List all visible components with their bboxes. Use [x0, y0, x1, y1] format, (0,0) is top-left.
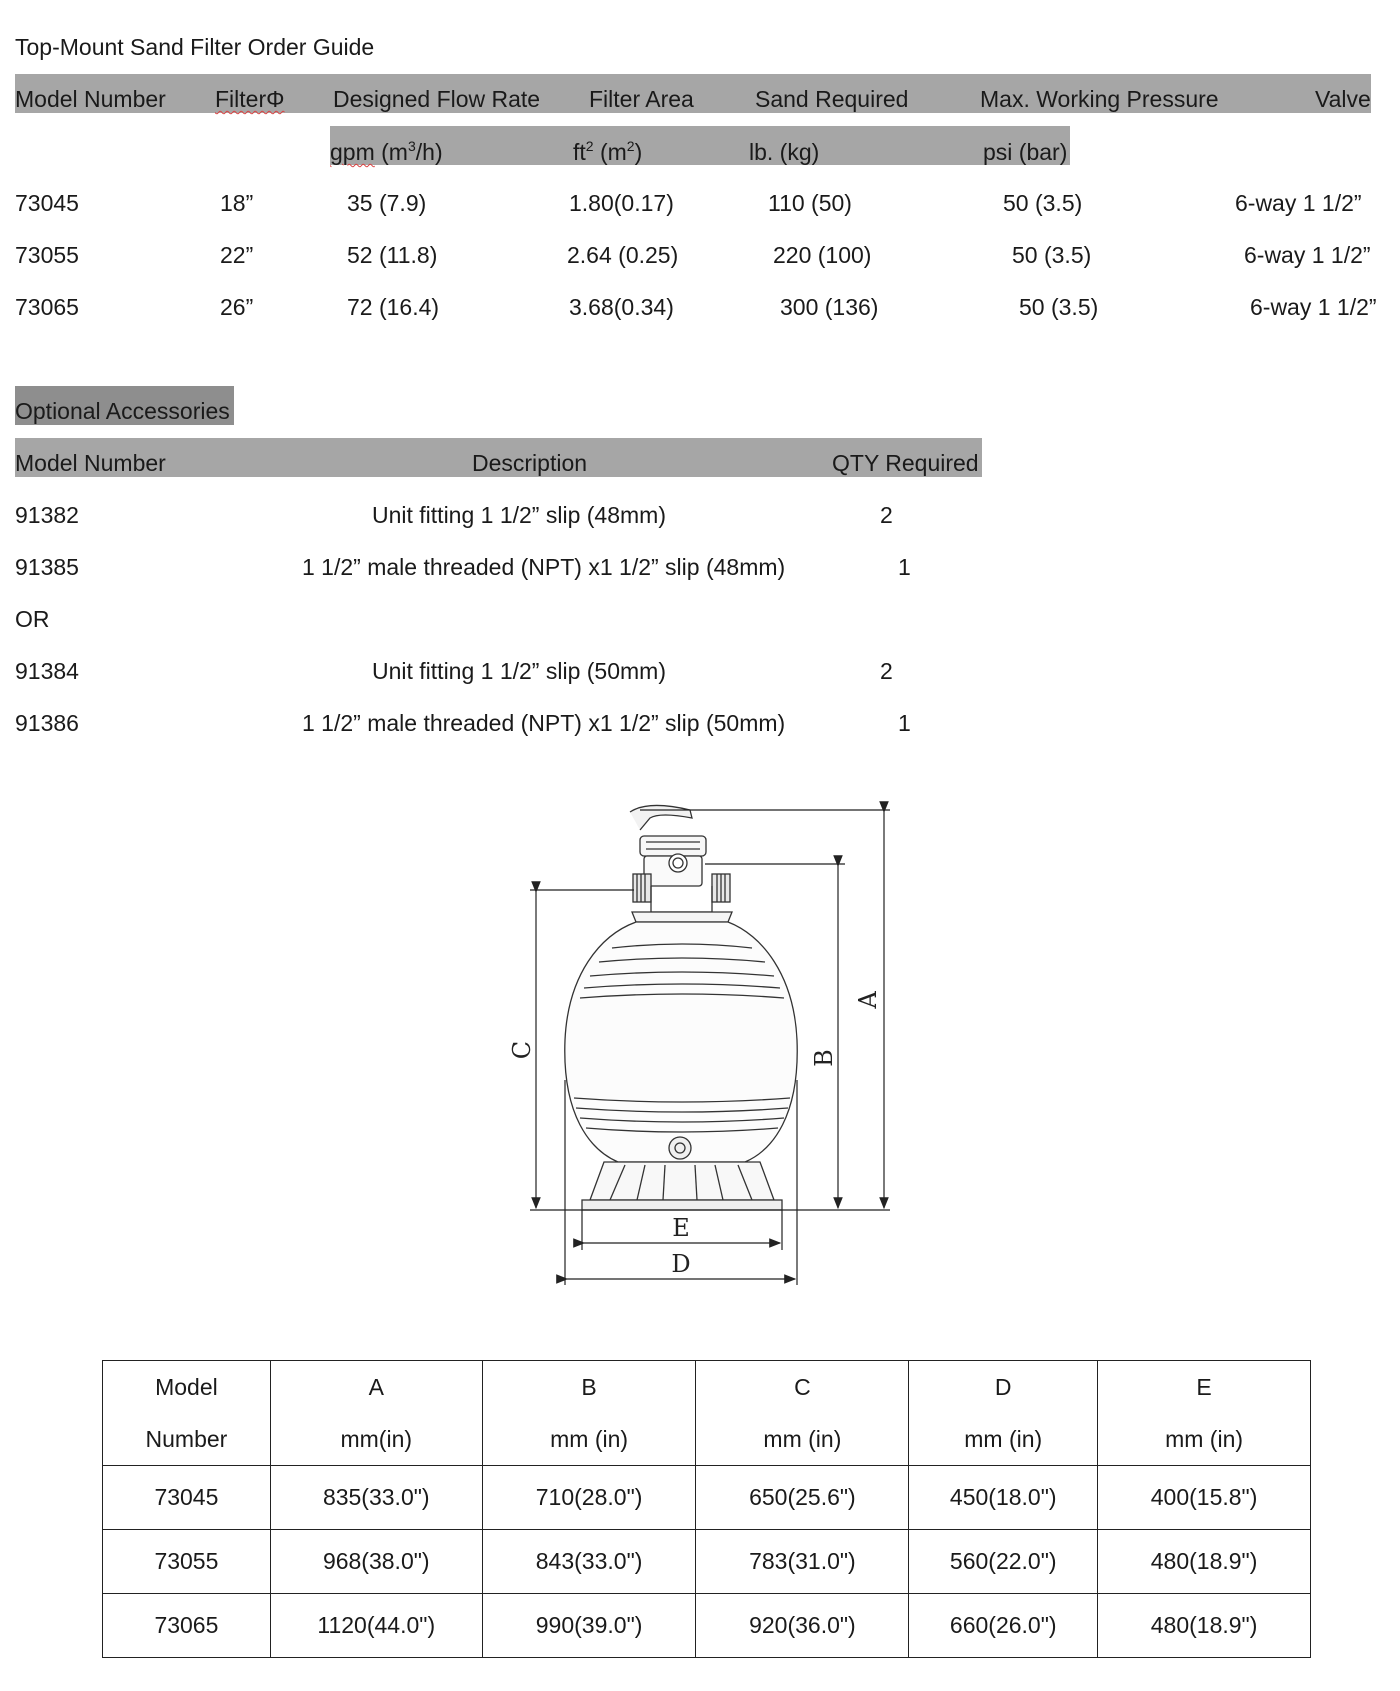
row-1-area: 1.80(0.17): [569, 190, 674, 216]
dim-header-top: Model: [155, 1374, 218, 1400]
unit-lb: lb. (kg): [749, 139, 820, 165]
table-cell: 480(18.9"): [1098, 1594, 1311, 1658]
acc-header-model: Model Number: [15, 450, 166, 476]
dim-header-bottom: mm (in): [964, 1426, 1043, 1452]
table-cell: 990(39.0"): [482, 1594, 696, 1658]
header-filter-phi: FilterΦ: [215, 86, 285, 112]
row-1-filter: 18”: [220, 190, 254, 216]
dim-header-top: A: [368, 1374, 384, 1400]
row-2-flow: 52 (11.8): [347, 242, 438, 268]
row-1-valve: 6-way 1 1/2”: [1235, 190, 1362, 216]
table-cell: 660(26.0"): [909, 1594, 1098, 1658]
row-1-flow: 35 (7.9): [347, 190, 427, 216]
dim-header-b: [482, 1361, 696, 1466]
dimensions-header-row: [103, 1361, 1311, 1466]
unit-gpm: gpm: [330, 139, 375, 165]
dim-header-top: E: [1196, 1374, 1212, 1400]
row-1-model: 73045: [15, 190, 79, 216]
accessories-title: Optional Accessories: [15, 398, 230, 424]
acc-row-4-model: 91384: [15, 658, 79, 684]
table-cell: 710(28.0"): [482, 1466, 696, 1530]
valve-handle: [630, 805, 692, 830]
acc-or-label: OR: [15, 606, 50, 632]
header-model-number: Model Number: [15, 86, 166, 112]
dim-label-a: A: [854, 991, 882, 1009]
header-valve: Valve: [1315, 86, 1371, 112]
dim-header-c: [696, 1361, 909, 1466]
acc-header-description: Description: [472, 450, 588, 476]
order-guide-title: Top-Mount Sand Filter Order Guide: [15, 34, 375, 60]
header-sand-required: Sand Required: [755, 86, 909, 112]
row-3-filter: 26”: [220, 294, 254, 320]
row-3-sand: 300 (136): [780, 294, 879, 320]
valve-head: [640, 836, 706, 856]
dim-label-b: B: [810, 1049, 838, 1067]
row-2-valve: 6-way 1 1/2”: [1244, 242, 1371, 268]
dim-header-top: D: [994, 1374, 1012, 1400]
header-flow-rate: Designed Flow Rate: [333, 86, 541, 112]
drain-plug: [669, 1137, 691, 1159]
row-2-filter: 22”: [220, 242, 254, 268]
row-1-sand: 110 (50): [768, 190, 852, 216]
sand-filter-diagram: [500, 795, 920, 1290]
table-row: [103, 1594, 1311, 1658]
dim-header-a: [270, 1361, 482, 1466]
dim-header-e: [1098, 1361, 1311, 1466]
table-cell: 650(25.6"): [696, 1466, 909, 1530]
row-2-sand: 220 (100): [773, 242, 872, 268]
unit-ft: ft: [573, 139, 586, 165]
unit-m: (m: [593, 139, 627, 165]
acc-row-4-description: Unit fitting 1 1/2” slip (50mm): [372, 658, 666, 684]
acc-row-2-model: 91385: [15, 554, 79, 580]
dim-header-bottom: mm (in): [1165, 1426, 1244, 1452]
unit-area: [573, 138, 643, 165]
unit-ft-squared: 2: [585, 138, 594, 154]
port-left: [633, 874, 651, 902]
acc-row-2-description: 1 1/2” male threaded (NPT) x1 1/2” slip (48mm): [302, 554, 786, 580]
table-cell: 560(22.0"): [909, 1530, 1098, 1594]
table-row: [103, 1530, 1311, 1594]
row-2-model: 73055: [15, 242, 79, 268]
unit-per-hour: /h): [415, 139, 443, 165]
unit-flow: [330, 138, 443, 165]
acc-row-1-model: 91382: [15, 502, 79, 528]
table-cell: 783(31.0"): [696, 1530, 909, 1594]
unit-area-close: ): [634, 139, 643, 165]
table-cell: 968(38.0"): [270, 1530, 482, 1594]
dim-header-top: C: [794, 1374, 811, 1400]
dim-header-d: [909, 1361, 1098, 1466]
acc-header-qty: QTY Required: [832, 450, 979, 476]
dim-header-top: B: [581, 1374, 597, 1400]
table-cell: 1120(44.0"): [270, 1594, 482, 1658]
table-cell: 73045: [103, 1466, 271, 1530]
row-1-pressure: 50 (3.5): [1003, 190, 1083, 216]
table-cell: 73055: [103, 1530, 271, 1594]
dimensions-table: [102, 1360, 1311, 1658]
dim-header-bottom: mm (in): [550, 1426, 629, 1452]
table-cell: 400(15.8"): [1098, 1466, 1311, 1530]
dim-header-bottom: Number: [145, 1426, 228, 1452]
header-filter-area: Filter Area: [589, 86, 694, 112]
unit-m-squared: 2: [626, 138, 635, 154]
table-cell: 835(33.0"): [270, 1466, 482, 1530]
acc-row-5-model: 91386: [15, 710, 79, 736]
dim-label-e: E: [672, 1214, 690, 1242]
row-3-pressure: 50 (3.5): [1019, 294, 1099, 320]
dim-header-bottom: mm(in): [340, 1426, 413, 1452]
unit-m-open: (m: [374, 139, 408, 165]
dim-label-c: C: [508, 1040, 536, 1060]
row-2-area: 2.64 (0.25): [567, 242, 679, 268]
dim-header-bottom: mm (in): [763, 1426, 842, 1452]
table-cell: 450(18.0"): [909, 1466, 1098, 1530]
row-2-pressure: 50 (3.5): [1012, 242, 1092, 268]
header-max-pressure: Max. Working Pressure: [980, 86, 1219, 112]
table-cell: 73065: [103, 1594, 271, 1658]
acc-row-2-qty: 1: [898, 554, 911, 580]
unit-m-cubed: 3: [407, 138, 416, 154]
row-3-area: 3.68(0.34): [569, 294, 674, 320]
table-cell: 480(18.9"): [1098, 1530, 1311, 1594]
row-3-model: 73065: [15, 294, 79, 320]
acc-row-5-description: 1 1/2” male threaded (NPT) x1 1/2” slip (50mm): [302, 710, 786, 736]
row-3-valve: 6-way 1 1/2”: [1250, 294, 1377, 320]
pressure-gauge: [669, 854, 687, 872]
unit-psi: psi (bar): [983, 139, 1068, 165]
dim-header-model: [103, 1361, 271, 1466]
table-row: [103, 1466, 1311, 1530]
acc-row-1-qty: 2: [880, 502, 893, 528]
acc-row-4-qty: 2: [880, 658, 893, 684]
acc-row-5-qty: 1: [898, 710, 911, 736]
row-3-flow: 72 (16.4): [347, 294, 440, 320]
dim-label-d: D: [671, 1250, 691, 1278]
acc-row-1-description: Unit fitting 1 1/2” slip (48mm): [372, 502, 666, 528]
table-cell: 920(36.0"): [696, 1594, 909, 1658]
table-cell: 843(33.0"): [482, 1530, 696, 1594]
base-plate: [582, 1200, 782, 1210]
